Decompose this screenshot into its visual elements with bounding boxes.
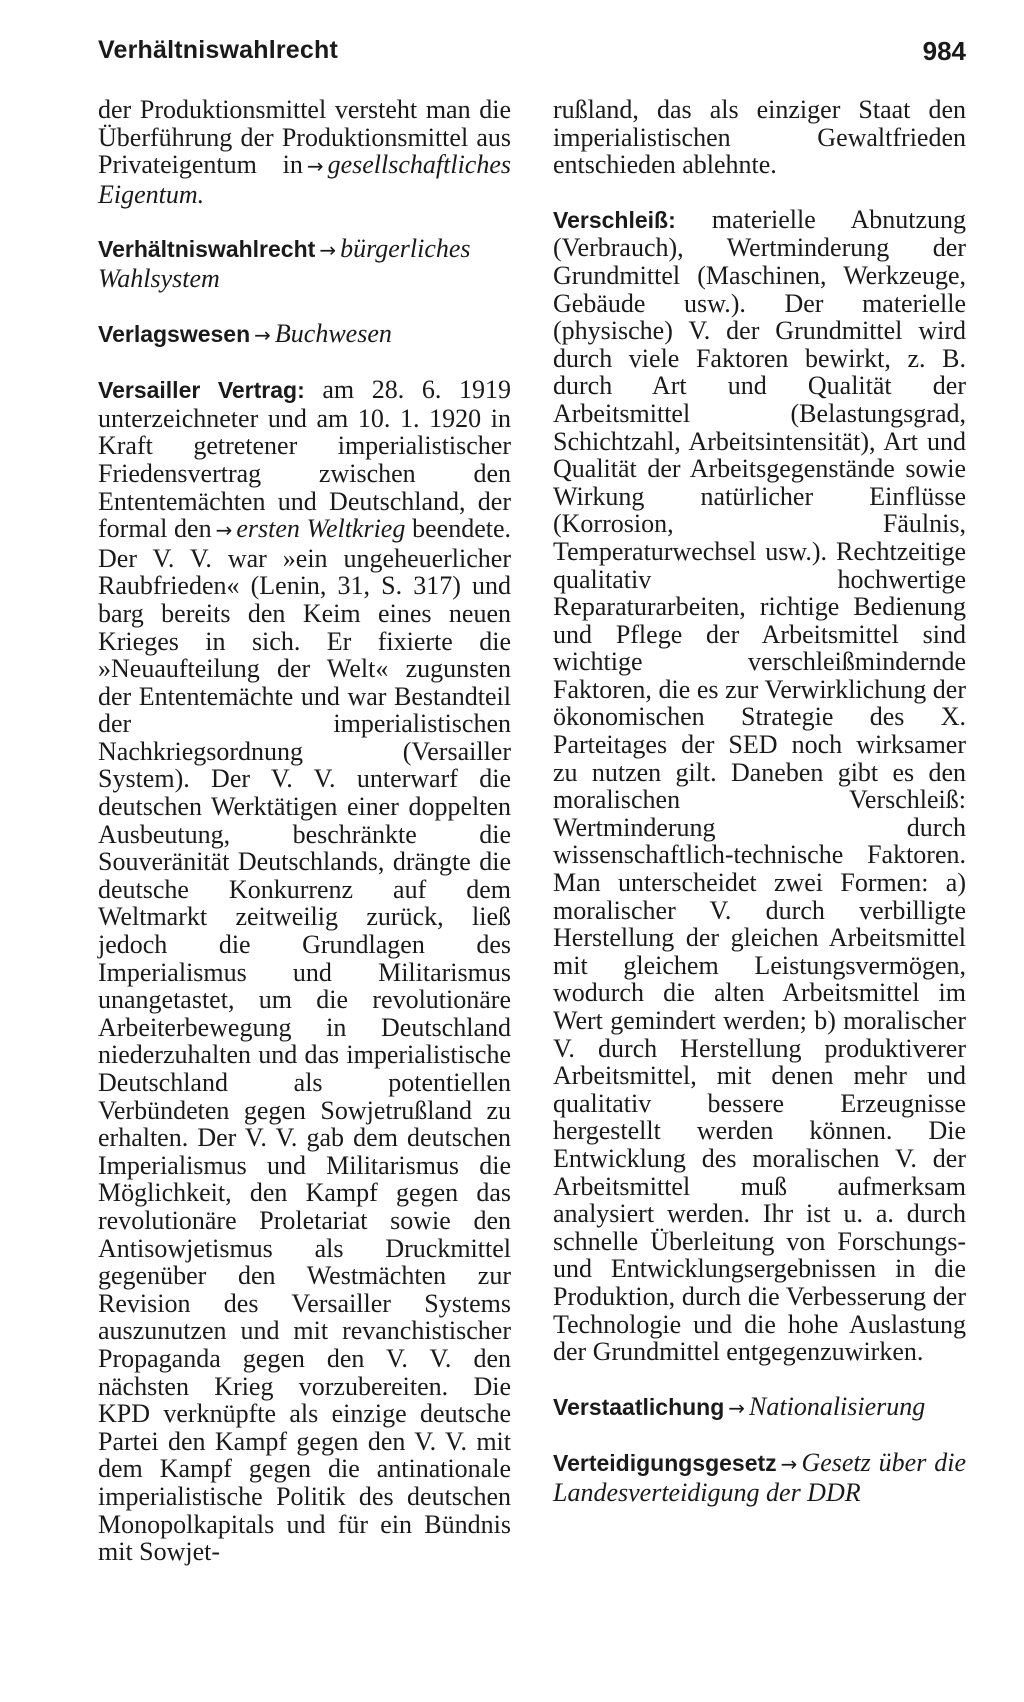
cross-reference-link: Buchwesen: [274, 318, 392, 348]
entry-body-text: materielle Abnutzung (Verbrauch), Wertminderung der Grundmittel (Maschinen, Werkzeuge, Gebäude usw.). Der materielle (physische) V. der Grundmittel wird durch viele Faktoren bewirkt, z. B. durch Art und Qualität der Arbeitsmittel (Belastungsgrad, Schichtzahl, Arbeitsintensität), Art und Qualität der Arbeitsgegenstände sowie Wirkung natürlicher Einflüsse (Korrosion, Fäulnis, Temperaturwechsel usw.). Rechtzeitige qualitativ hochwertige Reparaturarbeiten, richtige Bedienung und Pflege der Arbeitsmittel sind wichtige verschleißmindernde Faktoren, die es zur Verwirklichung der ökonomischen Strategie des X. Parteitages der SED noch wirksamer zu nutzen gilt. Daneben gibt es den moralischen Verschleiß: Wertminderung durch wissenschaftlich-technische Faktoren. Man unterscheidet zwei Formen: a) moralischer V. durch verbilligte Herstellung der gleichen Arbeitsmittel mit gleichem Leistungsvermögen, wodurch die alten Arbeitsmittel im Wert gemindert werden; b) moralischer V. durch Herstellung produktiverer Arbeitsmittel, mit denen mehr und qualitativ bessere Erzeugnisse hergestellt werden können. Die Entwicklung des moralischen V. der Arbeitsmittel muß aufmerksam analysiert werden. Ihr ist u. a. durch schnelle Überleitung von Forschungs- und Entwicklungsergebnissen in die Produktion, durch die Verbesserung der Technologie und die hohe Auslastung der Grundmittel entgegenzuwirken.: [553, 204, 966, 1367]
cross-reference-arrow-icon: →: [215, 518, 233, 543]
cross-reference-arrow-icon: →: [319, 238, 337, 263]
entry-versailler-vertrag: [98, 376, 511, 1566]
entry-headword: Versailler Vertrag:: [98, 377, 305, 404]
cross-reference-arrow-icon: →: [728, 1395, 746, 1420]
entry-verschleiss: [553, 206, 966, 1366]
cross-reference-link: bürgerliches Wahlsystem: [98, 234, 471, 293]
entry-verstaatlichung: [553, 1393, 966, 1423]
entry-verlagswesen: [98, 320, 511, 350]
entry-body-text: rußland, das als einziger Staat den imperialistischen Gewaltfrieden entschieden ablehnte.: [553, 95, 966, 180]
cross-reference-arrow-icon: →: [306, 154, 324, 179]
cross-reference-link: Nationalisierung: [749, 1391, 926, 1421]
entry-headword: Verteidigungsgesetz: [553, 1450, 777, 1477]
running-head-title: Verhältniswahlrecht: [98, 36, 338, 64]
left-column: [98, 96, 511, 1593]
entry-body-text: der Produktionsmittel versteht man die Überführung der Produktionsmittel aus Privateigentum in: [98, 95, 511, 180]
cross-reference-arrow-icon: →: [780, 1452, 798, 1477]
entry-verteidigungsgesetz: [553, 1449, 966, 1506]
continued-entry-text: [98, 96, 511, 208]
entry-headword: Verhältniswahlrecht: [98, 236, 316, 263]
page-number: 984: [922, 36, 966, 66]
entry-headword: Verschleiß:: [553, 206, 676, 233]
cross-reference-link: ersten Weltkrieg: [236, 514, 406, 544]
cross-reference-link: Gesetz über die Landesverteidigung der DDR: [553, 1448, 966, 1507]
running-head: [98, 36, 966, 72]
continued-entry-text: [553, 96, 966, 179]
cross-reference-arrow-icon: →: [254, 322, 271, 347]
cross-reference-link: gesellschaftliches Eigentum.: [98, 150, 511, 209]
entry-verhaeltniswahlrecht: [98, 235, 511, 292]
entry-body-text: am 28. 6. 1919 unterzeichneter und am 10. 1. 1920 in Kraft getretener imperialistischer Friedensvertrag zwischen den Ententemächten und Deutschland, der formal den: [98, 375, 512, 544]
entry-headword: Verlagswesen: [98, 320, 251, 347]
right-column: [553, 96, 966, 1534]
entry-headword: Verstaatlichung: [553, 1393, 725, 1420]
entry-body-text: beendete. Der V. V. war »ein ungeheuerlicher Raubfrieden« (Lenin, 31, S. 317) und barg bereits den Keim eines neuen Krieges in sich. Er fixierte die »Neuaufteilung der Welt« zugunsten der Ententemächte und war Bestandteil der imperialistischen Nachkriegsordnung (Versailler System). Der V. V. unterwarf die deutschen Werktätigen einer doppelten Ausbeutung, beschränkte die Souveränität Deutschlands, drängte die deutsche Konkurrenz auf dem Weltmarkt zeitweilig zurück, ließ jedoch die Grundlagen des Imperialismus und Militarismus unangetastet, um die revolutionäre Arbeiterbewegung in Deutschland niederzuhalten und das imperialistische Deutschland als potentiellen Verbündeten gegen Sowjetrußland zu erhalten. Der V. V. gab dem deutschen Imperialismus und Militarismus die Möglichkeit, den Kampf gegen das revolutionäre Proletariat sowie den Antisowjetismus als Druckmittel gegenüber den Westmächten zur Revision des Versailler Systems auszunutzen und mit revanchistischer Propaganda gegen den V. V. den nächsten Krieg vorzubereiten. Die KPD verknüpfte als einzige deutsche Partei den Kampf gegen den V. V. mit dem Kampf gegen die antinationale imperialistische Politik des deutschen Monopolkapitals und für ein Bündnis mit Sowjet-: [98, 514, 512, 1567]
